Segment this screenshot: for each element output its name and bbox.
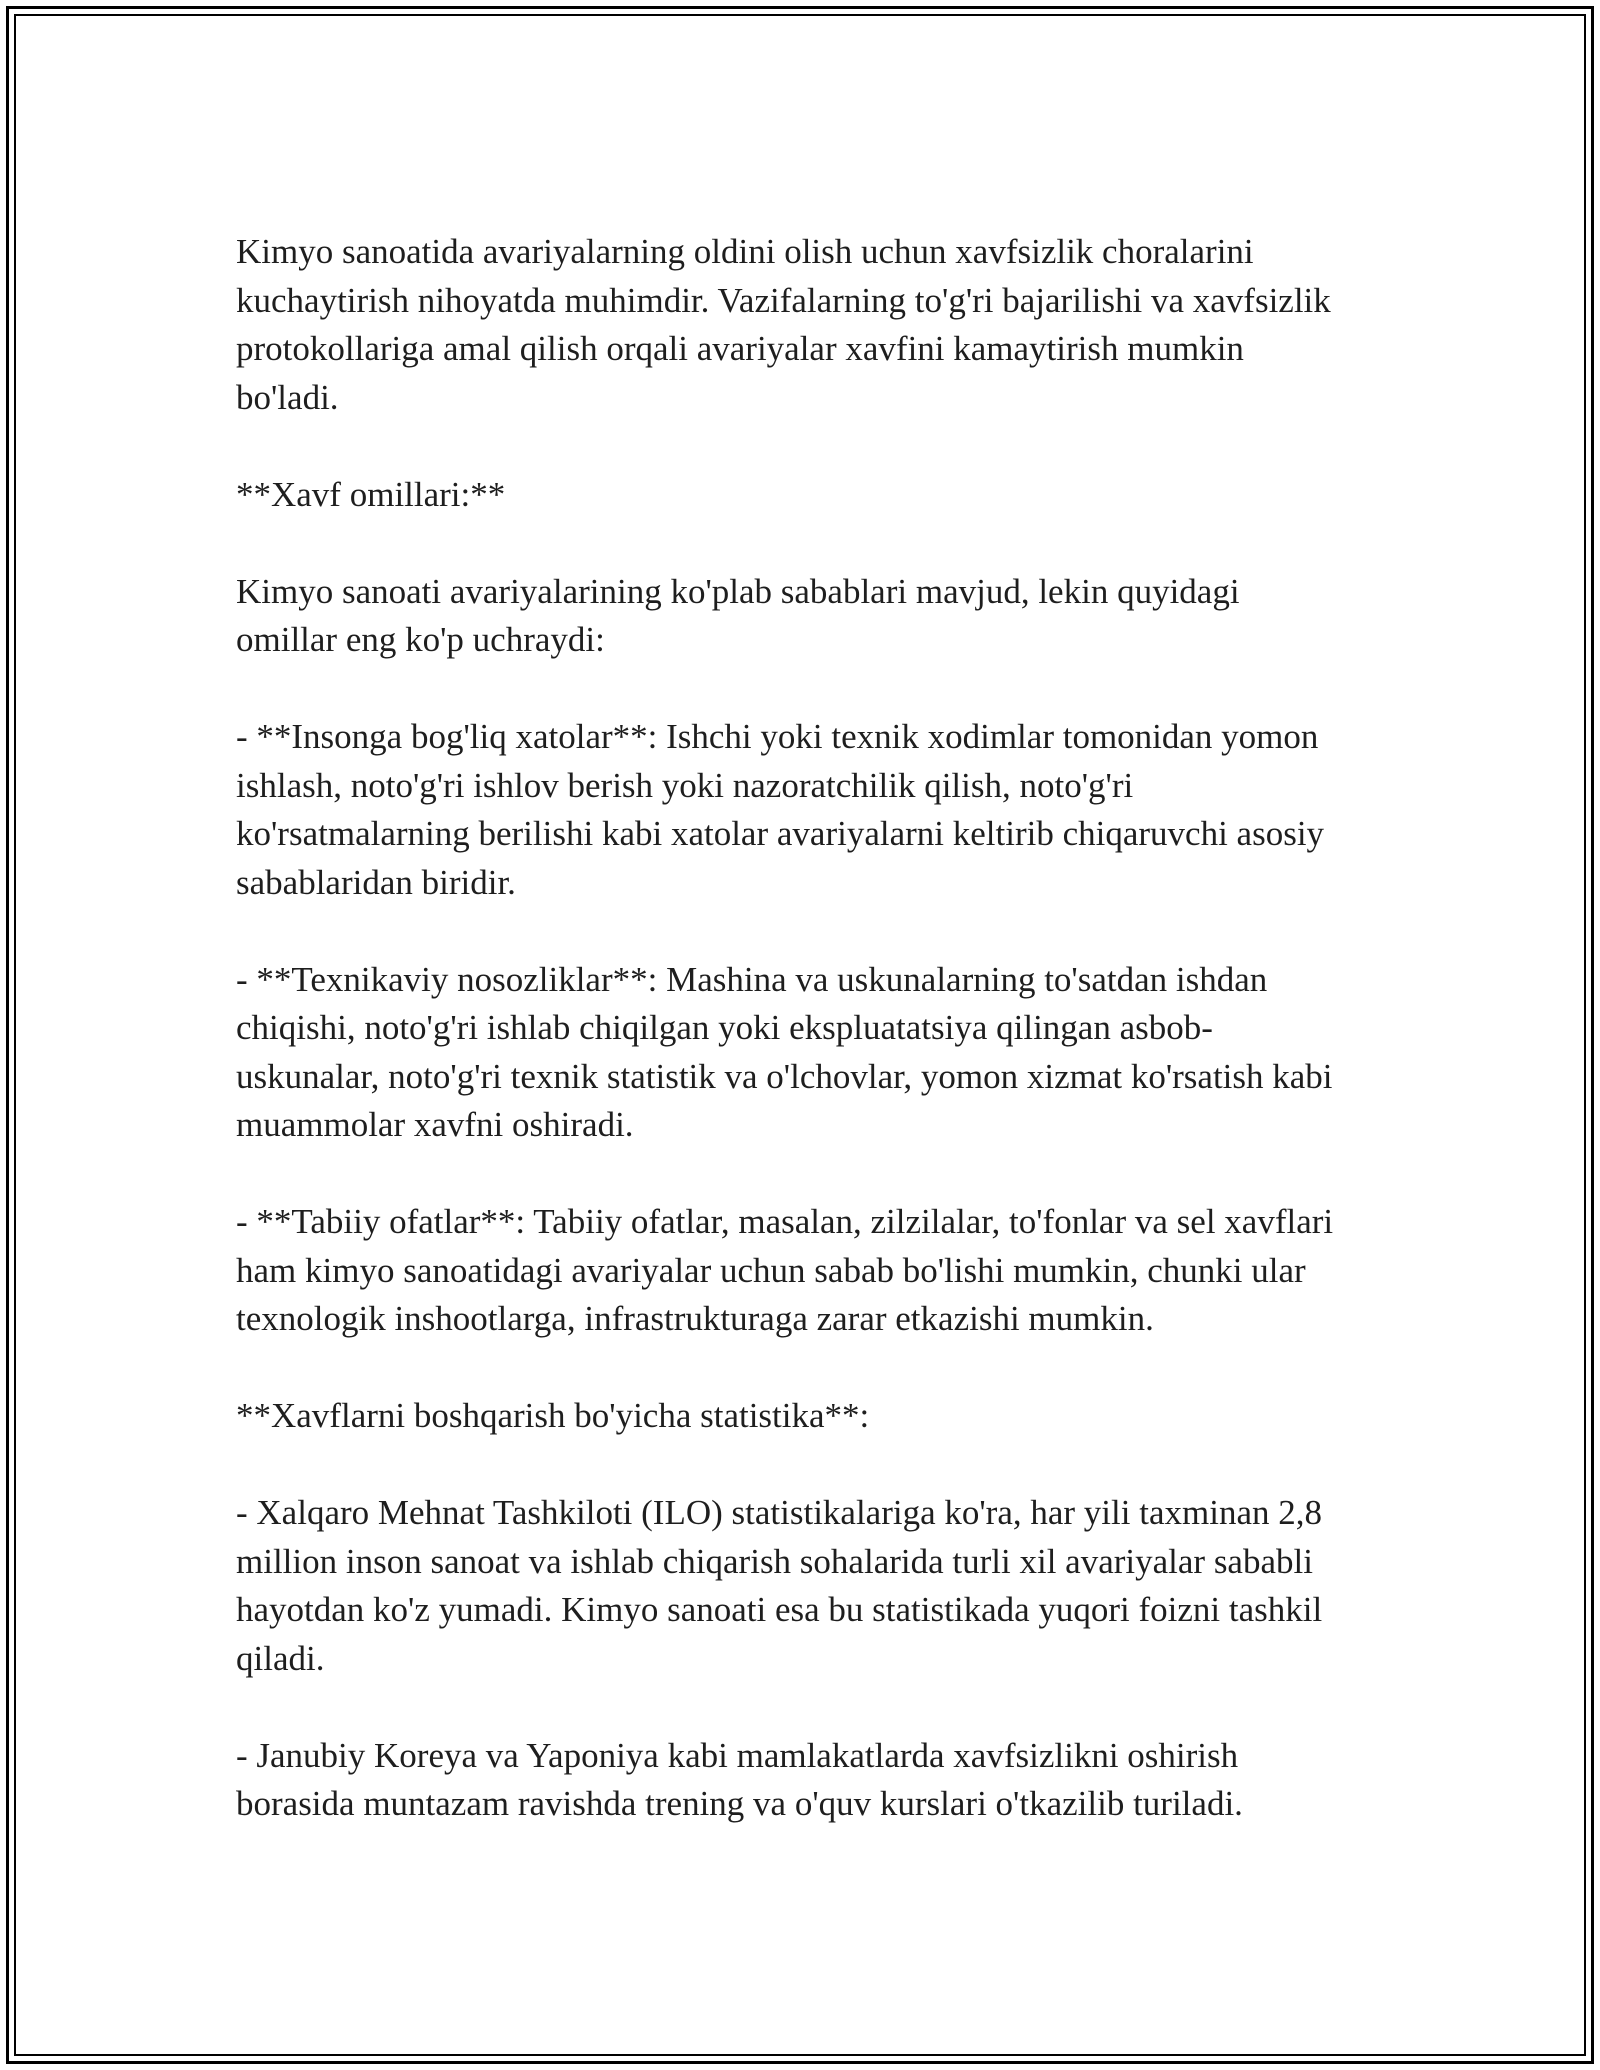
list-item-korea-japan-training: - Janubiy Koreya va Yaponiya kabi mamlakatlarda xavfsizlikni oshirish borasida muntazam ravishda trening va o'quv kurslari o'tkazilib turiladi. — [236, 1735, 1243, 1823]
intro-paragraph: Kimyo sanoatida avariyalarning oldini olish uchun xavfsizlik choralarini kuchaytirish nihoyatda muhimdir. Vazifalarning to'g'ri bajarilishi va xavfsizlik protokollariga amal qilish orqali avariyalar xavfini kamaytirish mumkin bo'ladi. — [236, 232, 1331, 417]
list-item-ilo-statistics: - Xalqaro Mehnat Tashkiloti (ILO) statistikalariga ko'ra, har yili taxminan 2,8 million inson sanoat va ishlab chiqarish sohalarida turli xil avariyalar sababli hayotdan ko'z yumadi. Kimyo sanoati esa bu statistikada yuqori foizni tashkil qiladi. — [236, 1493, 1323, 1678]
risk-factors-intro-paragraph: Kimyo sanoati avariyalarining ko'plab sabablari mavjud, lekin quyidagi omillar eng ko'p uchraydi: — [236, 571, 1240, 659]
list-item-natural-disasters: - **Tabiiy ofatlar**: Tabiiy ofatlar, masalan, zilzilalar, to'fonlar va sel xavflari ham kimyo sanoatidagi avariyalar uchun sabab bo'lishi mumkin, chunki ular texnologik inshootlarga, infrastrukturaga zarar etkazishi mumkin. — [236, 1202, 1334, 1338]
section-heading-statistics: **Xavflarni boshqarish bo'yicha statistika**: — [236, 1396, 870, 1435]
list-item-technical-faults: - **Texnikaviy nosozliklar**: Mashina va uskunalarning to'satdan ishdan chiqishi, noto'g'ri ishlab chiqilgan yoki ekspluatatsiya qilingan asbob-uskunalar, noto'g'ri texnik statistik va o'lchovlar, yomon xizmat ko'rsatish kabi muammolar xavfni oshiradi. — [236, 959, 1333, 1144]
list-item-human-errors: - **Insonga bog'liq xatolar**: Ishchi yoki texnik xodimlar tomonidan yomon ishlash, noto'g'ri ishlov berish yoki nazoratchilik qilish, noto'g'ri ko'rsatmalarning berilishi kabi xatolar avariyalarni keltirib chiqaruvchi asosiy sabablaridan biridir. — [236, 717, 1325, 902]
section-heading-risk-factors: **Xavf omillari:** — [236, 474, 506, 514]
document-body — [236, 228, 1346, 1829]
